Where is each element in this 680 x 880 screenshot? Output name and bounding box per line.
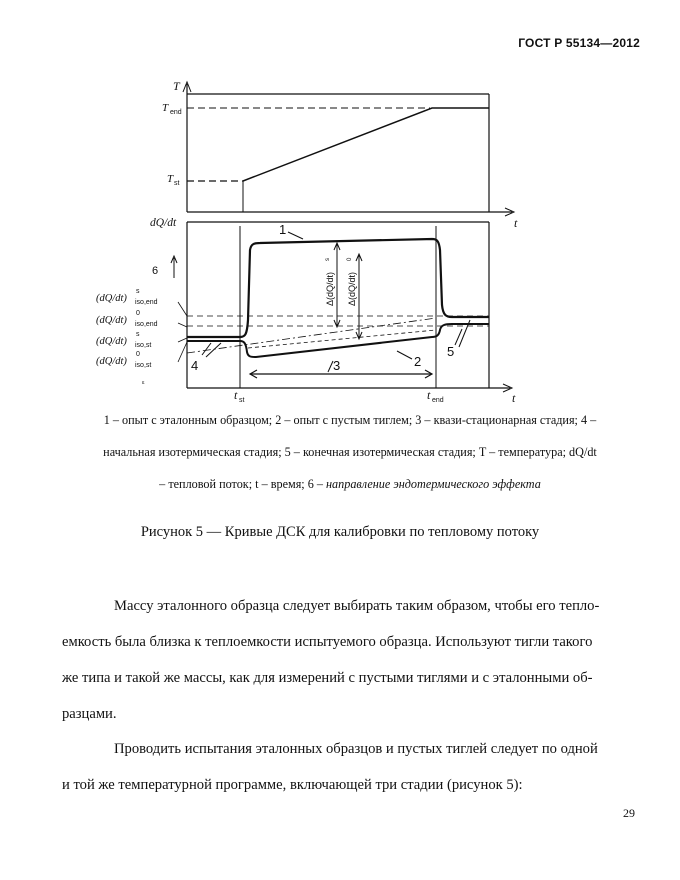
t-st-label: T [167, 173, 174, 185]
legend-line-3-a: – тепловой поток; t – время; 6 – [159, 477, 323, 491]
label-iso-end-s-sub: iso,end [135, 299, 158, 306]
temperature-program [243, 108, 489, 181]
delta-s-label-sup: s [325, 258, 331, 261]
lbl-leader-4 [178, 342, 187, 362]
quasi-dashdot [187, 318, 436, 353]
lbl-leader-3 [178, 338, 187, 342]
label-iso-st-0-sup: 0 [136, 351, 140, 358]
leader-1 [288, 232, 303, 239]
small-mark: ᵋ [142, 379, 145, 388]
label-iso-st-0: (dQ/dt) [96, 356, 127, 367]
t-end-tick: t [427, 388, 431, 402]
figure-legend-line-3 [70, 468, 630, 500]
label-iso-end-0-sup: 0 [136, 310, 140, 317]
top-x-label: t [514, 216, 518, 230]
t-st-tick: t [234, 388, 238, 402]
bottom-x-label: t [512, 391, 516, 405]
curve-1-sample [187, 239, 489, 337]
t-end-label: T [162, 102, 169, 114]
leader-2 [397, 351, 412, 359]
paragraph-1-line-4: разцами. [62, 706, 117, 722]
curve-2-empty [187, 324, 489, 357]
lbl-leader-2 [178, 323, 187, 327]
endo-direction-label: 6 [152, 265, 159, 277]
figure-legend-line-2: начальная изотермическая стадия; 5 – конечная изотермическая стадия; T – температура; dQ/dt [103, 445, 597, 459]
delta-s-label: Δ(dQ/dt) [325, 271, 335, 306]
label-iso-end-0-sub: iso,end [135, 321, 158, 328]
paragraph-1-line-1: Массу эталонного образца следует выбирать таким образом, чтобы его тепло- [114, 598, 600, 614]
paragraph-2-line-2: и той же температурной программе, включающей три стадии (рисунок 5): [62, 777, 523, 793]
page-number: 29 [623, 806, 635, 820]
t-end-sub: end [170, 109, 182, 116]
label-iso-end-0: (dQ/dt) [96, 315, 127, 326]
legend-line-3-b: направление эндотермического эффекта [326, 477, 541, 491]
stage-number-4: 4 [191, 358, 199, 373]
paragraph-1-line-2: емкость была близка к теплоемкости испытуемого образца. Используют тигли такого [62, 634, 593, 650]
label-iso-st-0-sub: iso,st [135, 362, 152, 369]
label-iso-st-s-sub: iso,st [135, 342, 152, 349]
figure-legend-line-1: 1 – опыт с эталонным образцом; 2 – опыт с пустым тиглем; 3 – квази-стационарная стадия; 4 – [103, 413, 597, 427]
label-iso-end-s-sup: s [136, 288, 140, 295]
t-end-tick-sub: end [432, 397, 444, 404]
curve-number-2: 2 [414, 354, 422, 369]
paragraph-2-line-1: Проводить испытания эталонных образцов и пустых тиглей следует по одной [114, 741, 598, 757]
label-iso-end-s: (dQ/dt) [96, 293, 127, 304]
delta-0-label-sup: 0 [347, 257, 353, 261]
top-y-label: T [173, 79, 180, 93]
label-iso-st-s: (dQ/dt) [96, 336, 127, 347]
t-st-sub: st [174, 180, 180, 187]
lbl-leader-1 [178, 302, 187, 316]
bottom-y-label: dQ/dt [150, 217, 177, 229]
stage-number-3: 3 [333, 358, 341, 373]
bottom-panel [171, 222, 512, 392]
label-iso-st-s-sup: s [136, 331, 140, 338]
t-st-tick-sub: st [239, 397, 245, 404]
paragraph-1-line-3: же типа и такой же массы, как для измерений с пустыми тиглями и с эталонными об- [62, 670, 593, 686]
top-panel [183, 82, 514, 216]
standard-header: ГОСТ Р 55134—2012 [518, 36, 640, 50]
dsc-calibration-figure [0, 0, 680, 420]
stage-number-5: 5 [447, 344, 455, 359]
figure-caption: Рисунок 5 — Кривые ДСК для калибровки по тепловому потоку [140, 524, 540, 540]
delta-0-label: Δ(dQ/dt) [347, 271, 357, 306]
curve-number-1: 1 [279, 222, 287, 237]
